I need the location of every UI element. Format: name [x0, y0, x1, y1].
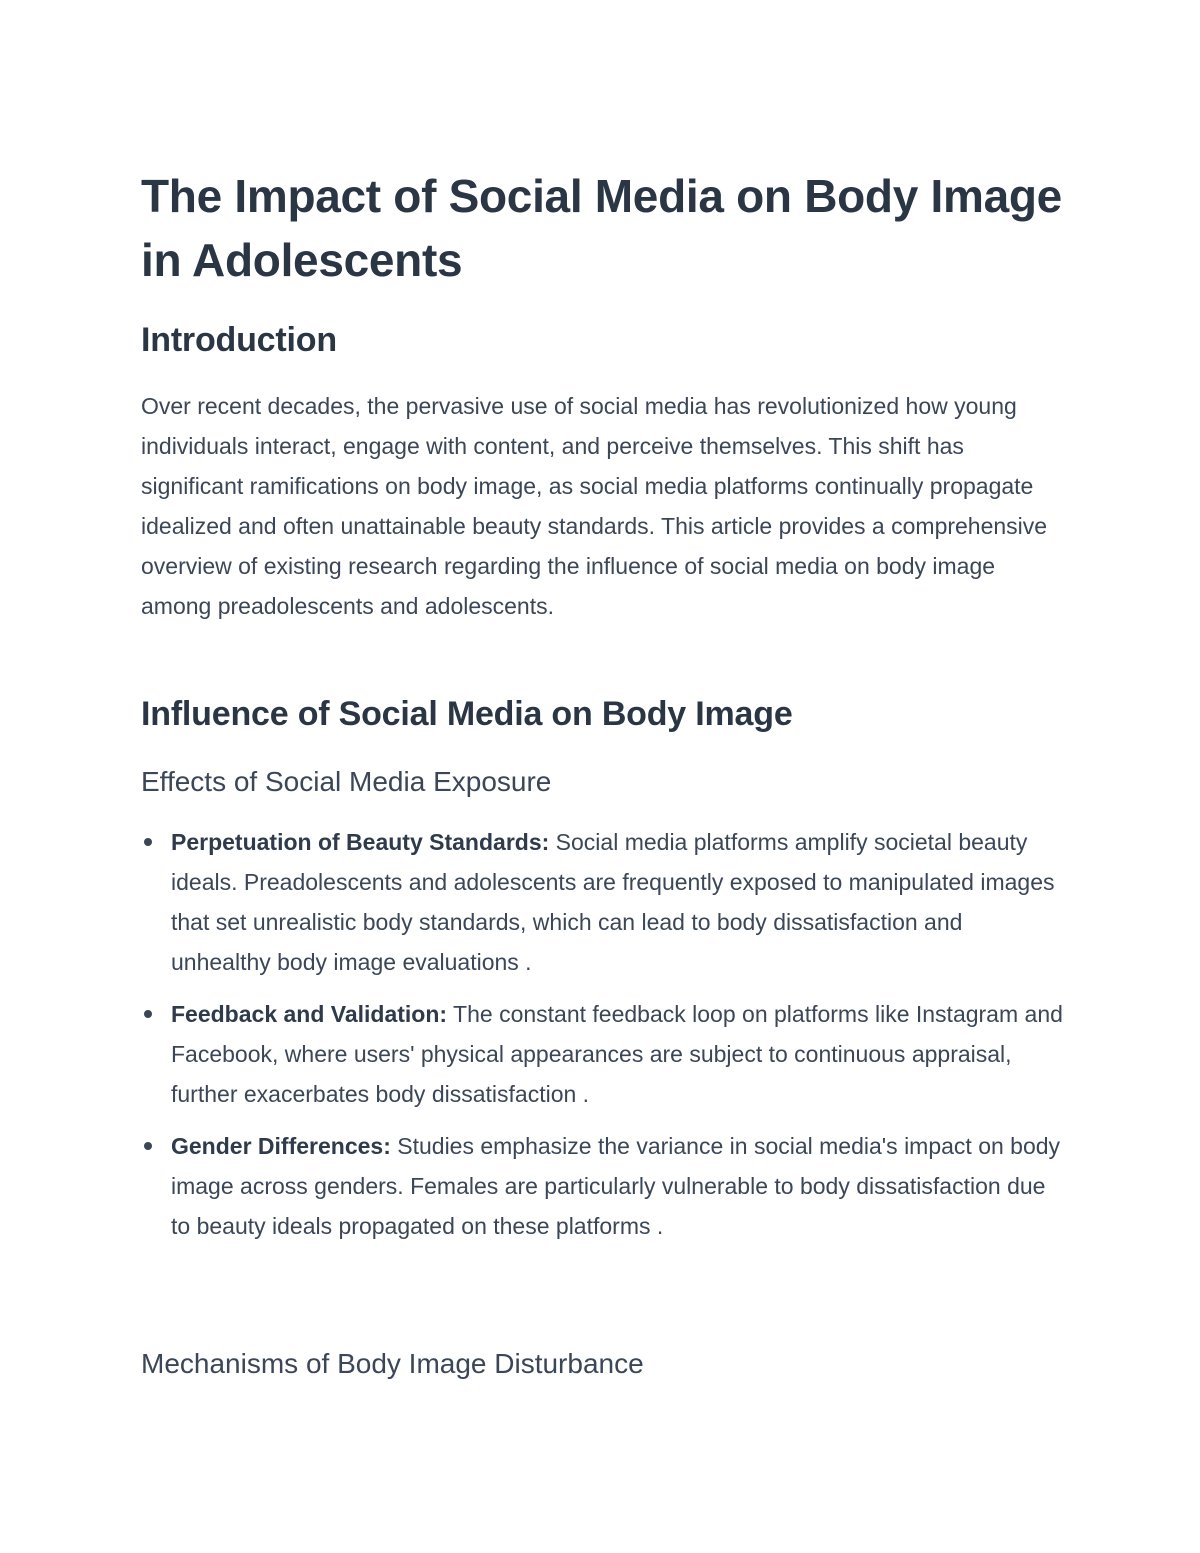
subsection-heading-effects: Effects of Social Media Exposure	[141, 766, 552, 797]
bullet-dot-icon	[144, 838, 152, 846]
introduction-paragraph: Over recent decades, the pervasive use of social media has revolutionized how young individuals interact, engage with content, and perceive themselves. This shift has significant ramifications on body image, as social media platforms continually propagate idealized and often unattainable beauty standards. This article provides a comprehensive overview of existing research regarding the influence of social media on body image among preadolescents and adolescents.	[141, 393, 1048, 619]
bullet-term: Feedback and Validation:	[171, 1001, 448, 1027]
bullet-dot-icon	[144, 1142, 152, 1150]
section-heading-introduction: Introduction	[141, 321, 337, 359]
bullet-text: The constant feedback loop on platforms like Instagram and Facebook, where users' physical appearances are subject to continuous appraisal, further exacerbates body dissatisfaction .	[171, 1001, 1063, 1107]
bullet-term: Perpetuation of Beauty Standards:	[171, 829, 550, 855]
document-title: The Impact of Social Media on Body Image in Adolescents	[141, 170, 1062, 286]
bullet-dot-icon	[144, 1010, 152, 1018]
list-item	[141, 822, 1066, 982]
subsection-heading-mechanisms: Mechanisms of Body Image Disturbance	[141, 1348, 644, 1379]
effects-bullet-list	[141, 822, 1066, 1258]
bullet-text: Studies emphasize the variance in social media's impact on body image across genders. Females are particularly vulnerable to body dissatisfaction due to beauty ideals propagated on these platforms .	[171, 1133, 1061, 1239]
bullet-term: Gender Differences:	[171, 1133, 391, 1159]
list-item	[141, 994, 1066, 1114]
list-item	[141, 1126, 1066, 1246]
bullet-text: Social media platforms amplify societal beauty ideals. Preadolescents and adolescents are frequently exposed to manipulated images that set unrealistic body standards, which can lead to body dissatisfaction and unhealthy body image evaluations .	[171, 829, 1055, 975]
section-heading-influence: Influence of Social Media on Body Image	[141, 695, 793, 733]
